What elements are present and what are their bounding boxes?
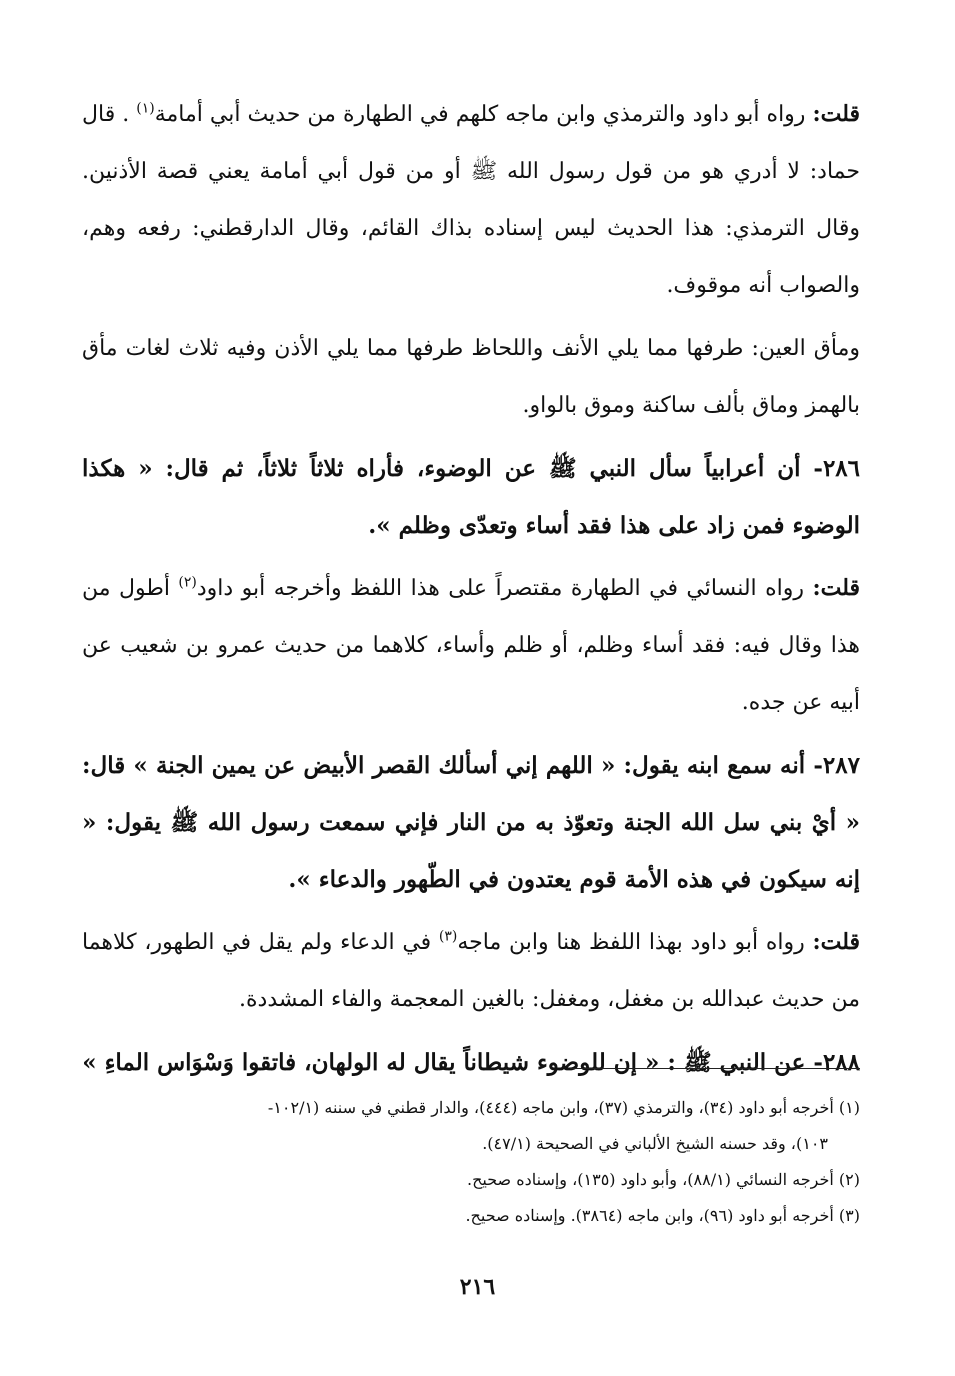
- hadith-number: ٢٨٧-: [813, 752, 860, 779]
- paragraph-text: ومأق العين: طرفها مما يلي الأنف واللحاظ طرفها مما يلي الأذن وفيه ثلاث لغات مأق بالهمز وماق بألف ساكنة وموق بالواو.: [82, 336, 860, 418]
- qult-label: قلت:: [812, 575, 860, 601]
- paragraph-commentary-2: [82, 320, 860, 434]
- main-text: [82, 86, 860, 1097]
- page-number: ٢١٦: [459, 1274, 496, 1300]
- footnote-ref-2: (٢): [178, 574, 197, 591]
- footnote-3: (٣) أخرجه أبو داود (٩٦)، وابن ماجه (٣٨٦٤). وإسناده صحيح.: [465, 1206, 860, 1225]
- hadith-text: عن النبي ﷺ : « إن للوضوء شيطاناً يقال له الولهان، فاتقوا وَسْوَاس الماءِ »: [82, 1049, 806, 1076]
- footnote-ref-3: (٣): [438, 928, 458, 945]
- footnote-1: [82, 1090, 860, 1162]
- paragraph-text: رواه أبو داود والترمذي وابن ماجه كلهم في الطهارة من حديث أبي أمامة: [154, 102, 806, 127]
- qult-label: قلت:: [812, 929, 860, 955]
- paragraph-commentary-4: [82, 914, 860, 1028]
- paragraph-text-continued: أطول من هذا وقال فيه: فقد أساء وظلم، أو ظلم وأساء، كلاهما من حديث عمرو بن شعيب عن أبيه عن جده.: [82, 576, 860, 715]
- paragraph-text-continued: . قال حماد: لا أدري هو من قول رسول الله ﷺ أو من قول أبي أمامة يعني قصة الأذنين. وقال الترمذي: هذا الحديث ليس إسناده بذاك القائم، وقال الدارقطني: رفعه وهم، والصواب أنه موقوف.: [82, 102, 860, 298]
- hadith-287: [82, 737, 860, 908]
- paragraph-commentary-1: [82, 86, 860, 314]
- footnote-1-line-1: (١) أخرجه أبو داود (٣٤)، والترمذي (٣٧)، وابن ماجه (٤٤٤)، والدار قطني في سننه (١٠٢/١-: [267, 1098, 860, 1117]
- hadith-288: [82, 1034, 860, 1091]
- hadith-number: ٢٨٦-: [813, 455, 860, 482]
- hadith-text: أن أعرابياً سأل النبي ﷺ عن الوضوء، فأراه ثلاثاً ثلاثاً، ثم قال: « هكذا الوضوء فمن زاد على هذا فقد أساء وتعدّى وظلم ».: [82, 455, 860, 539]
- footnote-1-line-2: ١٠٣)، وقد حسنه الشيخ الألباني في الصحيحة (٤٧/١).: [482, 1134, 828, 1153]
- hadith-text: أنه سمع ابنه يقول: « اللهم إني أسألك القصر الأبيض عن يمين الجنة » قال: « أيْ بني سل الله الجنة وتعوّذ به من النار فإني سمعت رسول الله ﷺ يقول: « إنه سيكون في هذه الأمة قوم يعتدون في الطّهور والدعاء ».: [82, 752, 860, 893]
- paragraph-text: رواه النسائي في الطهارة مقتصراً على هذا اللفظ وأخرجه أبو داود: [196, 576, 805, 601]
- footnotes: [82, 1090, 860, 1234]
- hadith-number: ٢٨٨-: [813, 1049, 860, 1076]
- footnote-separator: [570, 1068, 860, 1069]
- footnote-ref-1: (١): [136, 100, 155, 117]
- footnote-2: (٢) أخرجه النسائي (٨٨/١)، وأبو داود (١٣٥)، وإسناده صحيح.: [466, 1170, 860, 1189]
- paragraph-text: رواه أبو داود بهذا اللفظ هنا وابن ماجه: [457, 930, 805, 955]
- paragraph-commentary-3: [82, 560, 860, 731]
- qult-label: قلت:: [812, 101, 860, 127]
- paragraph-text-continued: في الدعاء ولم يقل في الطهور، كلاهما من حديث عبدالله بن مغفل، ومغفل: بالغين المعجمة والفاء المشددة.: [82, 930, 860, 1012]
- hadith-286: [82, 440, 860, 554]
